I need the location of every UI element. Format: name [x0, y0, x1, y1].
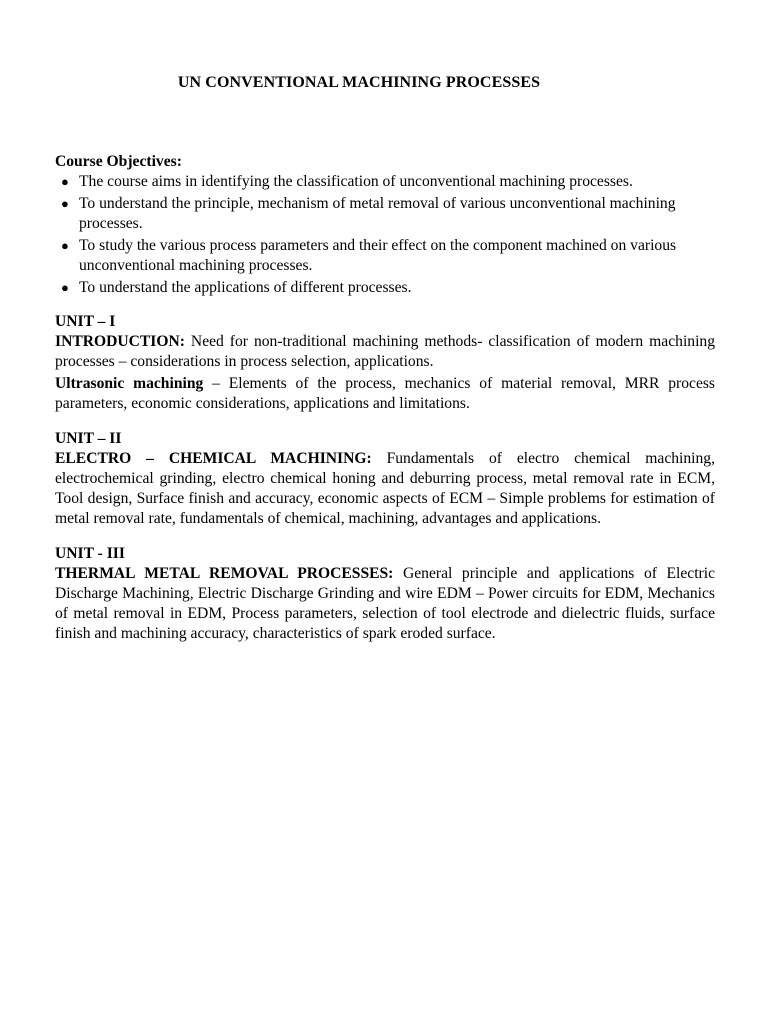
- unit-3-thermal: [55, 564, 715, 644]
- objective-text: The course aims in identifying the classification of unconventional machining processes.: [79, 173, 633, 190]
- unit-1-heading: UNIT – I: [55, 313, 116, 330]
- objective-item: [55, 172, 715, 192]
- unit-1-ultrasonic-text: – Elements of the process, mechanics of material removal, MRR process parameters, economic considerations, applications and limitations.: [55, 375, 715, 412]
- bullet-icon: ●: [61, 280, 69, 295]
- objective-item: [55, 194, 715, 234]
- unit-1-introduction: [55, 332, 715, 372]
- document-body: [55, 152, 715, 644]
- unit-2-ecm-lead: ELECTRO – CHEMICAL MACHINING:: [55, 450, 372, 467]
- bullet-icon: ●: [61, 238, 69, 253]
- unit-3-thermal-lead: THERMAL METAL REMOVAL PROCESSES:: [55, 565, 394, 582]
- unit-2-heading: UNIT – II: [55, 430, 122, 447]
- objective-text: To understand the principle, mechanism of metal removal of various unconventional machining processes.: [79, 195, 676, 232]
- unit-3-heading: UNIT - III: [55, 545, 125, 562]
- objectives-list: [55, 172, 715, 298]
- unit-1-introduction-lead: INTRODUCTION:: [55, 333, 185, 350]
- objective-item: [55, 236, 715, 276]
- bullet-icon: ●: [61, 174, 69, 189]
- objective-text: To study the various process parameters and their effect on the component machined on various unconventional machining processes.: [79, 237, 677, 274]
- unit-2-ecm: [55, 449, 715, 529]
- unit-1-ultrasonic-lead: Ultrasonic machining: [55, 375, 204, 392]
- objectives-heading: Course Objectives:: [55, 153, 182, 170]
- unit-1-ultrasonic: [55, 374, 715, 414]
- unit-1-introduction-text: Need for non-traditional machining methods- classification of modern machining processes – considerations in process selection, applications.: [55, 333, 715, 370]
- unit-3-thermal-text: General principle and applications of Electric Discharge Machining, Electric Discharge Grinding and wire EDM – Power circuits for EDM, Mechanics of metal removal in EDM, Process parameters, selection of tool electrode and dielectric fluids, surface finish and machining accuracy, characteristics of spark eroded surface.: [55, 565, 715, 642]
- document-title: UN CONVENTIONAL MACHINING PROCESSES: [177, 74, 541, 91]
- bullet-icon: ●: [61, 196, 69, 211]
- objective-item: [55, 278, 715, 298]
- objective-text: To understand the applications of different processes.: [79, 279, 412, 296]
- unit-2-ecm-text: Fundamentals of electro chemical machining, electrochemical grinding, electro chemical honing and deburring process, metal removal rate in ECM, Tool design, Surface finish and accuracy, economic aspects of ECM – Simple problems for estimation of metal removal rate, fundamentals of chemical, machining, advantages and applications.: [55, 450, 716, 527]
